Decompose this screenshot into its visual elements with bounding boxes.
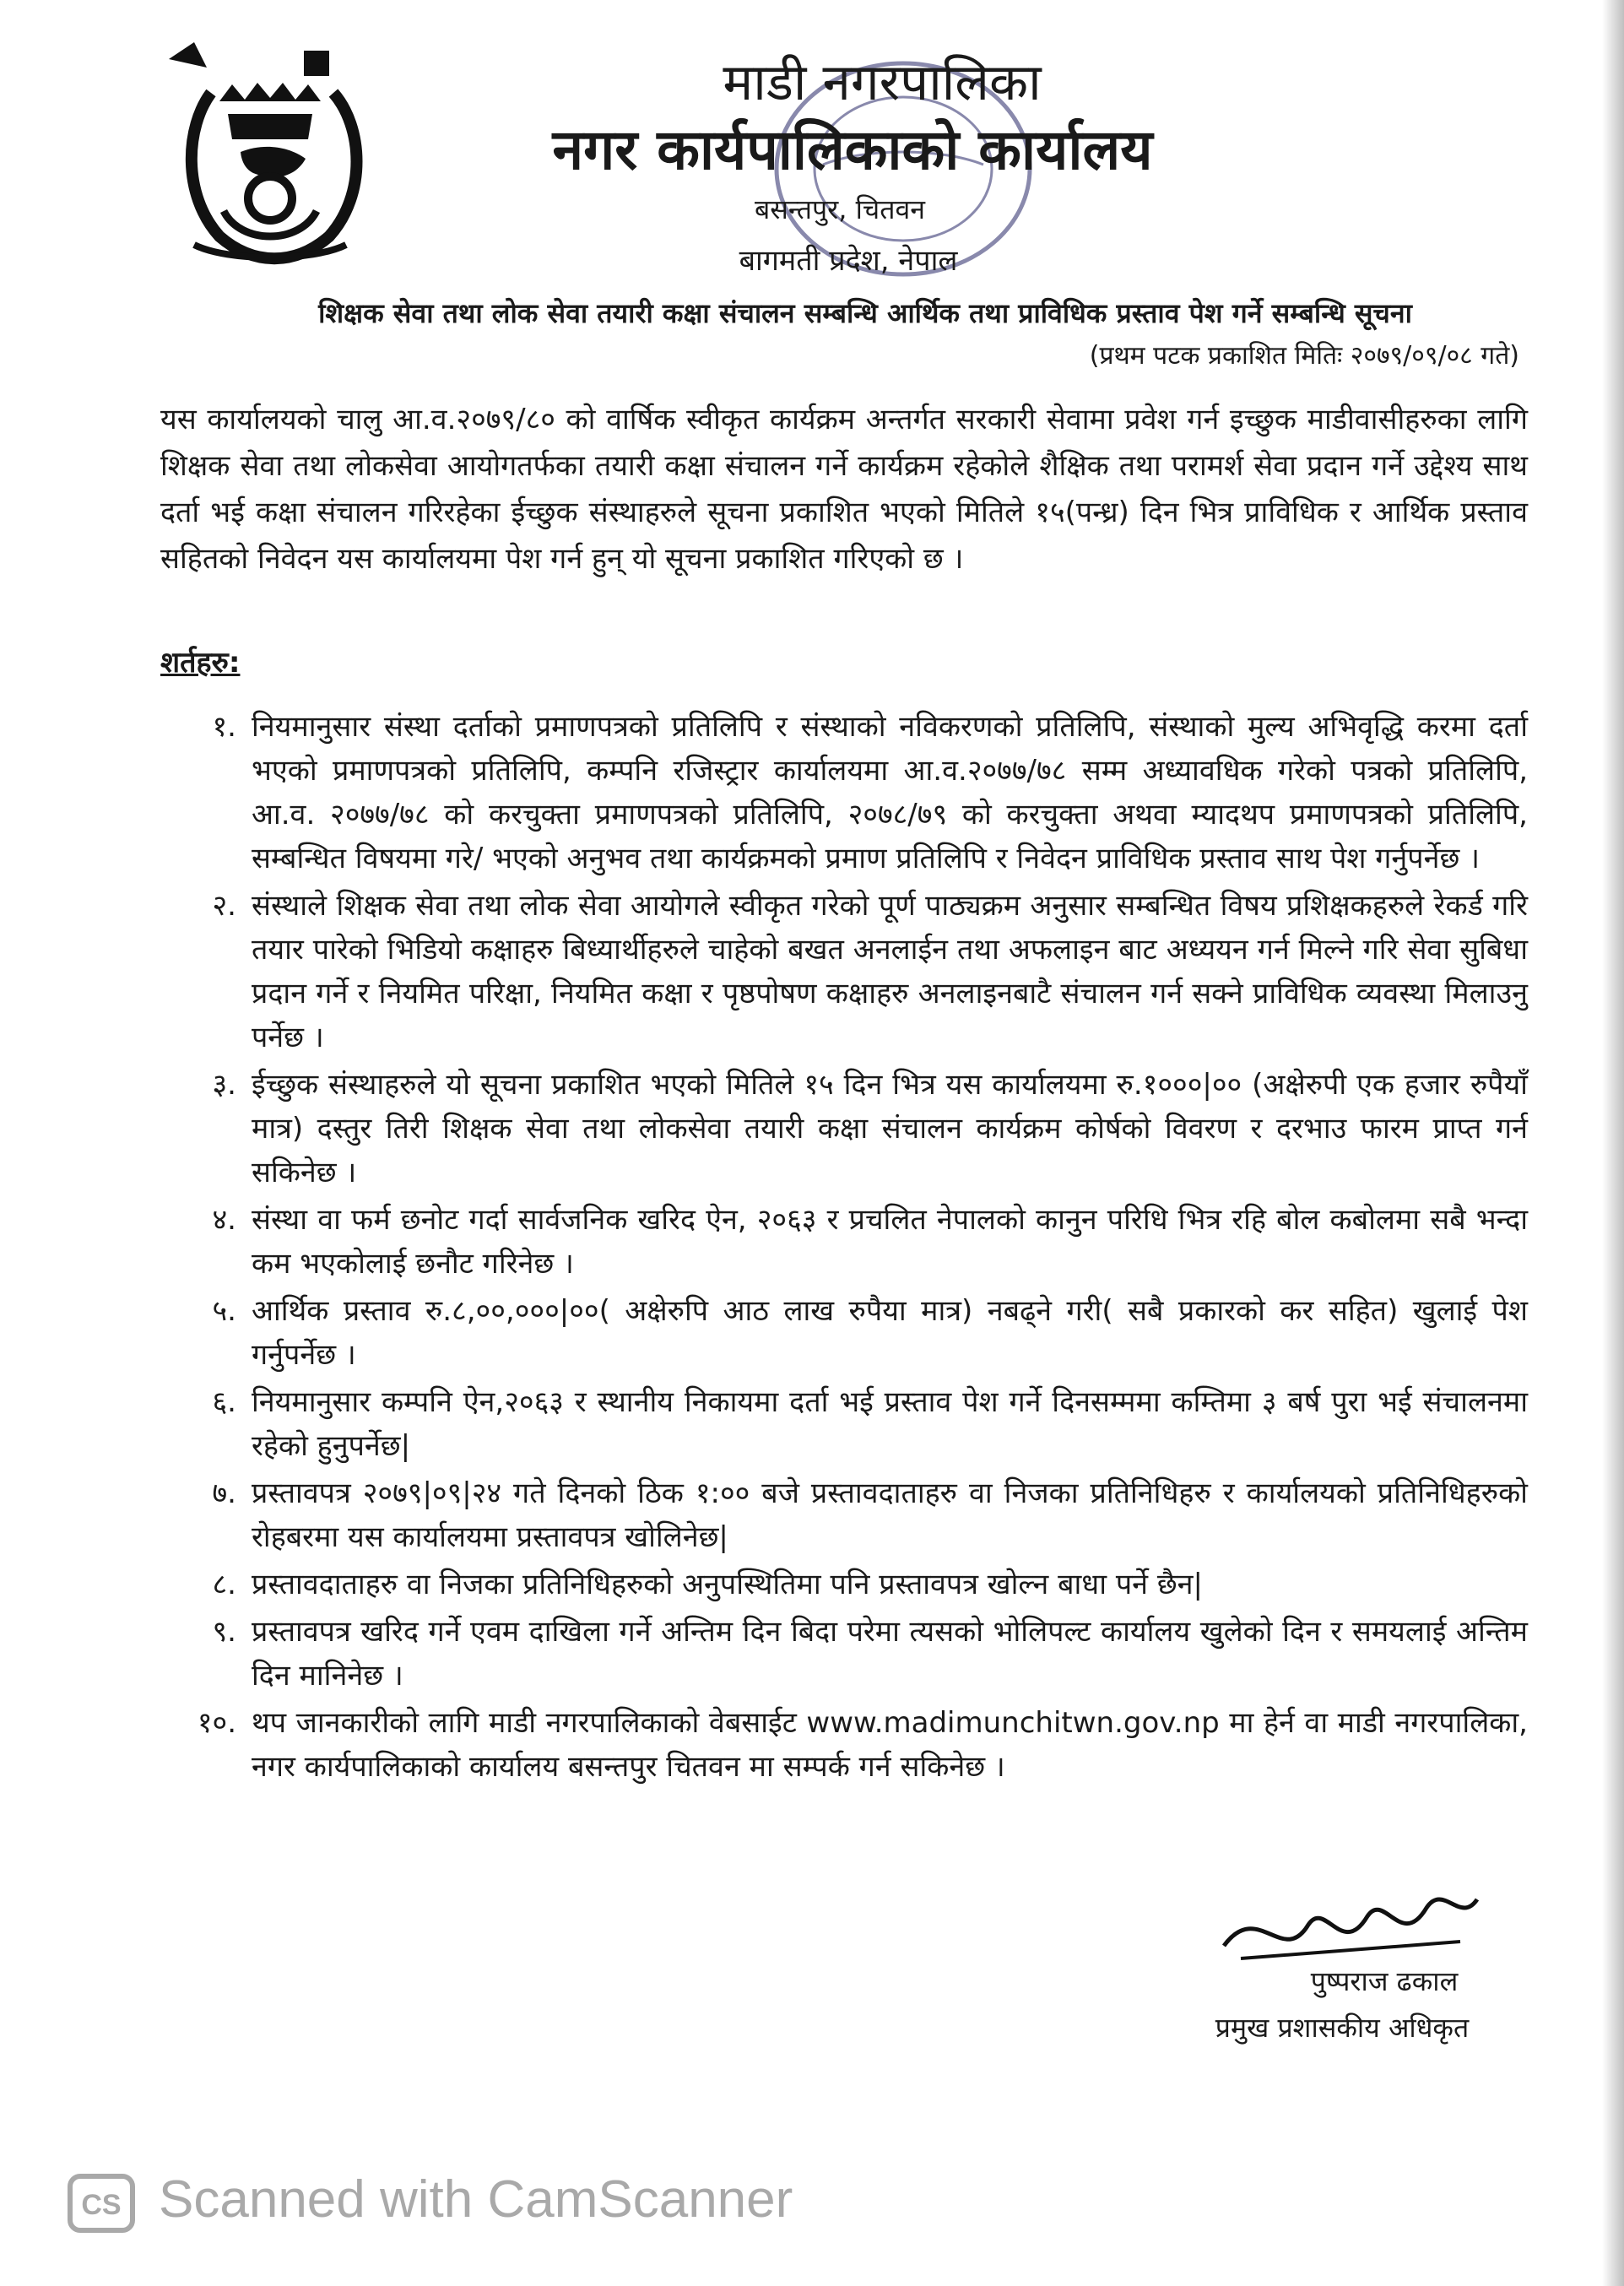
condition-item bbox=[160, 705, 1528, 880]
scanner-watermark: Scanned with CamScanner bbox=[159, 2170, 793, 2229]
province-name: बागमती प्रदेश, नेपाल bbox=[739, 244, 958, 278]
notice-intro: यस कार्यालयको चालु आ.व.२०७९/८० को वार्षिक स्वीकृत कार्यक्रम अन्तर्गत सरकारी सेवामा प्रवेश गर्न इच्छुक माडीवासीहरुका लागि शिक्षक सेवा तथा लोकसेवा आयोगतर्फका तयारी कक्षा संचालन गर्ने कार्यक्रम रहेकोले शैक्षिक तथा परामर्श सेवा प्रदान गर्ने उद्देश्य साथ दर्ता भई कक्षा संचालन गरिरहेका ईच्छुक संस्थाहरुले सूचना प्रकाशित भएको मितिले १५(पन्ध्र) दिन भित्र प्राविधिक र आर्थिक प्रस्ताव सहितको निवेदन यस कार्यालयमा पेश गर्न हुन् यो सूचना प्रकाशित गरिएको छ । bbox=[160, 403, 1528, 576]
publication-date: (प्रथम पटक प्रकाशित मितिः २०७९/०९/०८ गते) bbox=[1089, 341, 1519, 371]
condition-item bbox=[160, 1471, 1528, 1559]
condition-text: प्रस्तावपत्र खरिद गर्ने एवम दाखिला गर्ने अन्तिम दिन बिदा परेमा त्यसको भोलिपल्ट कार्यालय खुलेको दिन र समयलाई अन्तिम दिन मानिनेछ । bbox=[252, 1615, 1528, 1693]
conditions-list bbox=[160, 705, 1528, 1792]
condition-text: संस्था वा फर्म छनोट गर्दा सार्वजनिक खरिद ऐन, २०६३ र प्रचलित नेपालको कानुन परिधि भित्र रहि बोल कबोलमा सबै भन्दा कम भएकोलाई छनौट गरिनेछ । bbox=[252, 1203, 1528, 1281]
municipality-name: माडी नगरपालिका bbox=[723, 53, 1042, 112]
condition-text: नियमानुसार संस्था दर्ताको प्रमाणपत्रको प्रतिलिपि र संस्थाको नविकरणको प्रतिलिपि, संस्थाको मुल्य अभिवृद्धि करमा दर्ता भएको प्रमाणपत्रको प्रतिलिपि, कम्पनि रजिस्ट्रार कार्यालयमा आ.व.२०७७/७८ सम्म अध्यावधिक गरेको पत्रको प्रतिलिपि, आ.व. २०७७/७८ को करचुक्ता प्रमाणपत्रको प्रतिलिपि, २०७८/७९ को करचुक्ता अथवा म्यादथप प्रमाणपत्रको प्रतिलिपि, सम्बन्धित विषयमा गरे/ भएको अनुभव तथा कार्यक्रमको प्रमाण प्रतिलिपि र निवेदन प्राविधिक प्रस्ताव साथ पेश गर्नुपर्नेछ । bbox=[252, 710, 1528, 875]
condition-text: संस्थाले शिक्षक सेवा तथा लोक सेवा आयोगले स्वीकृत गरेको पूर्ण पाठ्यक्रम अनुसार सम्बन्धित विषय प्रशिक्षकहरुले रेकर्ड गरि तयार पारेको भिडियो कक्षाहरु बिध्यार्थीहरुले चाहेको बखत अनलाईन तथा अफलाइन बाट अध्ययन गर्न मिल्ने गरि सेवा सुबिधा प्रदान गर्ने र नियमित परिक्षा, नियमित कक्षा र पृष्ठपोषण कक्षाहरु अनलाइनबाटै संचालन गर्न सक्ने प्राविधिक व्यवस्था मिलाउनु पर्नेछ । bbox=[252, 889, 1528, 1054]
condition-number: ४. bbox=[212, 1203, 236, 1237]
office-location: बसन्तपुर, चितवन bbox=[754, 193, 925, 225]
condition-text: ईच्छुक संस्थाहरुले यो सूचना प्रकाशित भएको मितिले १५ दिन भित्र यस कार्यालयमा रु.१०००|०० (अक्षेरुपी एक हजार रुपैयाँ मात्र) दस्तुर तिरी शिक्षक सेवा तथा लोकसेवा तयारी कक्षा संचालन कार्यक्रम कोर्षको विवरण र दरभाउ फारम प्राप्त गर्न सकिनेछ । bbox=[252, 1068, 1528, 1189]
condition-number: १. bbox=[212, 710, 236, 744]
condition-item bbox=[160, 1063, 1528, 1194]
condition-item bbox=[160, 1198, 1528, 1286]
condition-number: ५. bbox=[212, 1294, 236, 1328]
conditions-heading: शर्तहरु: bbox=[160, 646, 241, 680]
condition-item bbox=[160, 884, 1528, 1059]
condition-text: प्रस्तावदाताहरु वा निजका प्रतिनिधिहरुको अनुपस्थितिमा पनि प्रस्तावपत्र खोल्न बाधा पर्ने छैन| bbox=[252, 1568, 1203, 1601]
condition-item bbox=[160, 1610, 1528, 1698]
condition-text: नियमानुसार कम्पनि ऐन,२०६३ र स्थानीय निकायमा दर्ता भई प्रस्ताव पेश गर्ने दिनसम्ममा कम्तिमा ३ बर्ष पुरा भई संचालनमा रहेको हुनुपर्नेछ| bbox=[252, 1385, 1528, 1463]
condition-number: ७. bbox=[212, 1476, 236, 1510]
condition-item bbox=[160, 1380, 1528, 1468]
signatory-name: पुष्पराज ढकाल bbox=[1310, 1965, 1459, 1997]
condition-text: थप जानकारीको लागि माडी नगरपालिकाको वेबसाईट www.madimunchitwn.gov.np मा हेर्न वा माडी नगरपालिका, नगर कार्यपालिकाको कार्यालय बसन्तपुर चितवन मा सम्पर्क गर्न सकिनेछ । bbox=[252, 1706, 1528, 1784]
signatory-title: प्रमुख प्रशासकीय अधिकृत bbox=[1215, 2012, 1470, 2044]
condition-text: आर्थिक प्रस्ताव रु.८,००,०००|००( अक्षेरुपि आठ लाख रुपैया मात्र) नबढ्ने गरी( सबै प्रकारको कर सहित) खुलाई पेश गर्नुपर्नेछ । bbox=[252, 1294, 1528, 1372]
condition-number: १०. bbox=[197, 1706, 236, 1740]
condition-text: प्रस्तावपत्र २०७९|०९|२४ गते दिनको ठिक १:०० बजे प्रस्तावदाताहरु वा निजका प्रतिनिधिहरु र कार्यालयको प्रतिनिधिहरुको रोहबरमा यस कार्यालयमा प्रस्तावपत्र खोलिनेछ| bbox=[252, 1476, 1528, 1554]
condition-number: २. bbox=[212, 889, 236, 923]
condition-number: ८. bbox=[212, 1568, 236, 1601]
office-name: नगर कार्यपालिकाको कार्यालय bbox=[552, 117, 1153, 182]
condition-number: ३. bbox=[212, 1068, 236, 1102]
camscanner-logo-text: CS bbox=[81, 2189, 122, 2221]
condition-number: ६. bbox=[212, 1385, 236, 1419]
nepal-emblem bbox=[160, 34, 380, 279]
condition-number: ९. bbox=[212, 1615, 236, 1649]
scan-edge-shadow bbox=[1602, 0, 1624, 2286]
camscanner-logo bbox=[68, 2174, 135, 2233]
condition-item bbox=[160, 1289, 1528, 1377]
notice-subject: शिक्षक सेवा तथा लोक सेवा तयारी कक्षा संचालन सम्बन्धि आर्थिक तथा प्राविधिक प्रस्ताव पेश गर्ने सम्बन्धि सूचना bbox=[318, 297, 1412, 329]
condition-item bbox=[160, 1701, 1528, 1789]
condition-item bbox=[160, 1563, 1528, 1606]
handwritten-signature bbox=[1207, 1866, 1494, 1975]
